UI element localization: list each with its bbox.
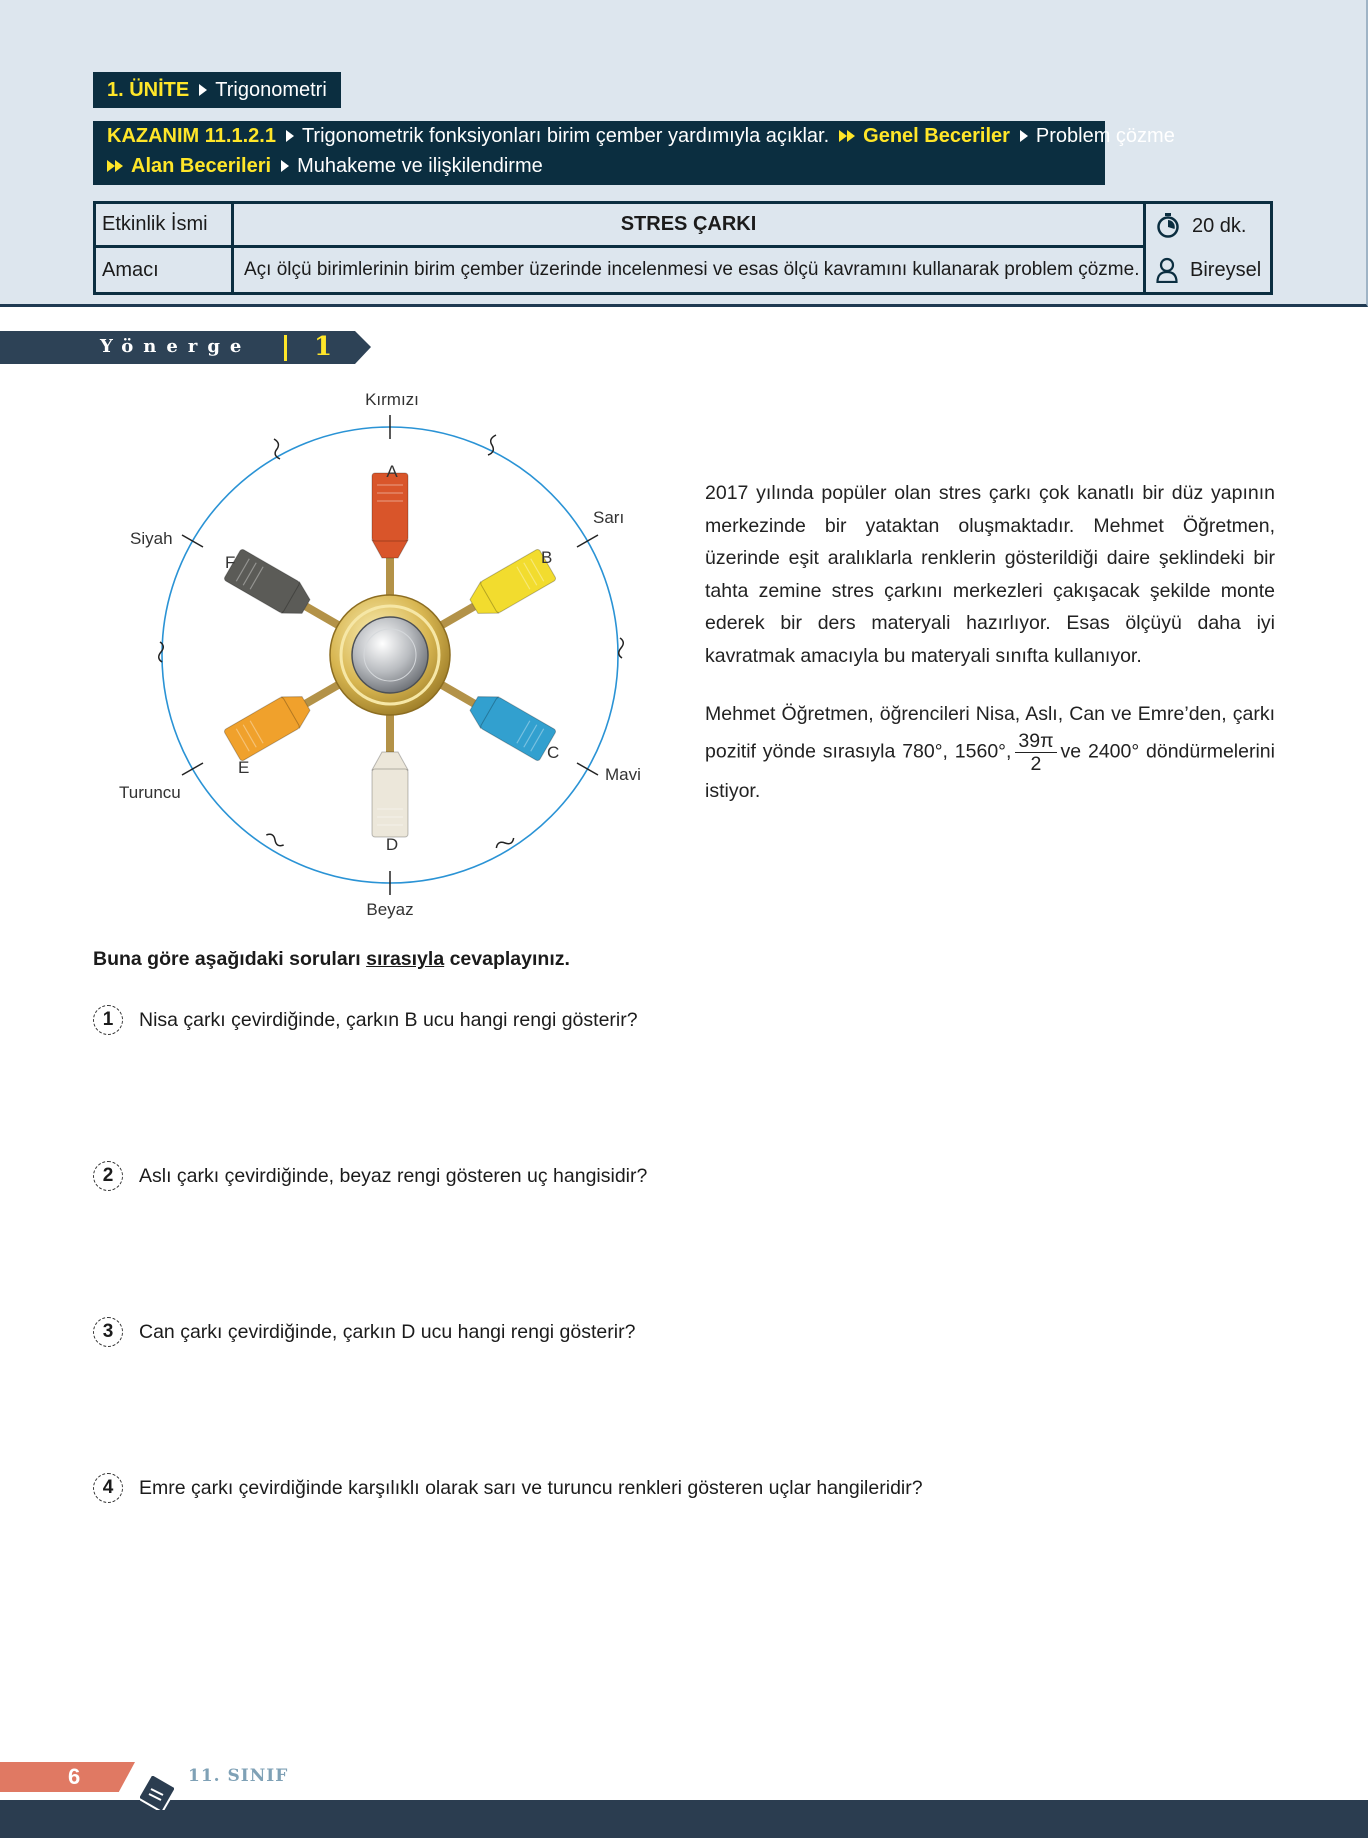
kazanim-bar <box>93 121 1175 185</box>
task-text-start: Mehmet Öğretmen, öğrencileri Nisa, Aslı, Can ve Emre’den, çarkı pozitif yönde sırasıyla 780°, 1560°, <box>705 703 1275 763</box>
color-label-bottom-left: Turuncu <box>119 783 181 802</box>
question-3 <box>93 1317 635 1347</box>
arm-label-c: C <box>547 743 560 762</box>
mode: Bireysel <box>1190 258 1262 281</box>
arm-label-e: E <box>238 758 250 777</box>
question-number-badge: 3 <box>93 1317 123 1347</box>
question-number-badge: 2 <box>93 1161 123 1191</box>
color-label-top-right: Sarı <box>593 508 625 527</box>
activity-info-table <box>93 201 1273 295</box>
arrow-right-icon <box>286 130 294 142</box>
notebook-icon <box>140 1776 174 1810</box>
instruction-underlined: sırasıyla <box>366 948 445 970</box>
duration: 20 dk. <box>1192 214 1247 237</box>
arm-label-b: B <box>541 548 553 567</box>
kazanim-text: Trigonometrik fonksiyonları birim çember yardımıyla açıklar. <box>301 124 830 147</box>
arrow-right-icon <box>281 160 289 172</box>
kazanim-label: KAZANIM 11.1.2.1 <box>107 124 276 147</box>
spinner-arm-a <box>372 473 408 603</box>
grade-label: 11. SINIF <box>188 1766 289 1786</box>
activity-name: STRES ÇARKI <box>234 204 1146 248</box>
unit-bar <box>93 72 341 108</box>
genel-beceriler-text: Problem çözme <box>1035 124 1175 147</box>
fraction-numerator: 39π <box>1015 730 1056 753</box>
arm-label-f: F <box>225 553 236 572</box>
question-text: Can çarkı çevirdiğinde, çarkın D ucu hangi rengi gösterir? <box>139 1320 636 1343</box>
stopwatch-icon <box>1156 213 1180 239</box>
spinner-arm-f <box>223 548 354 644</box>
arm-label-d: D <box>385 835 399 854</box>
section-divider <box>284 335 287 361</box>
instruction <box>93 948 570 971</box>
unit-topic: Trigonometri <box>215 78 327 101</box>
section-bar-tip <box>355 331 371 364</box>
question-4 <box>93 1473 923 1503</box>
spinner-arm-c <box>426 665 560 762</box>
section-label: Yönerge <box>100 336 252 357</box>
mode-cell <box>1146 248 1270 292</box>
color-label-top-left: Siyah <box>130 529 173 548</box>
page-number: 6 <box>68 1764 81 1789</box>
instruction-suffix: cevaplayınız. <box>444 948 570 970</box>
question-text: Nisa çarkı çevirdiğinde, çarkın B ucu hangi rengi gösterir? <box>139 1008 638 1031</box>
fraction-denominator: 2 <box>1030 753 1042 775</box>
intro-paragraph: 2017 yılında popüler olan stres çarkı çok kanatlı bir düz yapının merkezinde bir yataktan oluşmaktadır. Mehmet Öğretmen, üzerinde eşit aralıklarla renklerin gösterildiği daire şeklindeki bir tahta zemine stres çarkını merkezleri çakışacak şekilde monte ederek bir ders materyali hazırlıyor. Esas ölçüyü daha iyi kavratmak amacıyla bu materyali sınıfta kullanıyor. <box>705 482 1275 667</box>
arrow-right-icon <box>1020 130 1028 142</box>
activity-name-label: Etkinlik İsmi <box>96 204 234 248</box>
question-number-badge: 1 <box>93 1005 123 1035</box>
double-arrow-icon <box>839 125 855 148</box>
section-number: 1 <box>314 332 333 362</box>
person-icon <box>1156 257 1178 283</box>
spinner-arm-d <box>372 707 408 837</box>
unit-label: 1. ÜNİTE <box>107 78 190 101</box>
color-label-bottom: Beyaz <box>366 900 414 919</box>
alan-becerileri-text: Muhakeme ve ilişkilendirme <box>297 154 543 177</box>
stress-spinner-diagram <box>100 380 680 920</box>
question-1 <box>93 1005 638 1035</box>
duration-cell <box>1146 204 1270 248</box>
spinner-arm-b <box>426 548 557 644</box>
arrow-right-icon <box>199 84 207 96</box>
purpose-label: Amacı <box>96 248 234 292</box>
footer-band <box>0 1800 1368 1838</box>
color-label-bottom-right: Mavi <box>605 765 641 784</box>
task-paragraph <box>705 698 1275 807</box>
purpose-text: Açı ölçü birimlerinin birim çember üzerinde incelenmesi ve esas ölçü kavramını kullanarak problem çözme. <box>234 248 1146 292</box>
double-arrow-icon <box>107 155 123 178</box>
task-text-end: ve 2400° döndürmelerini istiyor. <box>705 740 1275 802</box>
spinner-center-cap <box>352 617 428 693</box>
question-text: Emre çarkı çevirdiğinde karşılıklı olarak sarı ve turuncu renkleri gösteren uçlar hangileridir? <box>139 1476 923 1499</box>
alan-becerileri-label: Alan Becerileri <box>131 154 272 177</box>
genel-beceriler-label: Genel Beceriler <box>863 124 1010 147</box>
instruction-prefix: Buna göre aşağıdaki soruları <box>93 948 367 970</box>
question-text: Aslı çarkı çevirdiğinde, beyaz rengi gösteren uç hangisidir? <box>139 1164 648 1187</box>
arm-label-a: A <box>386 462 398 481</box>
fraction <box>1015 730 1056 775</box>
color-label-top: Kırmızı <box>365 390 419 409</box>
spinner-arm-e <box>223 665 354 761</box>
question-number-badge: 4 <box>93 1473 123 1503</box>
question-2 <box>93 1161 647 1191</box>
